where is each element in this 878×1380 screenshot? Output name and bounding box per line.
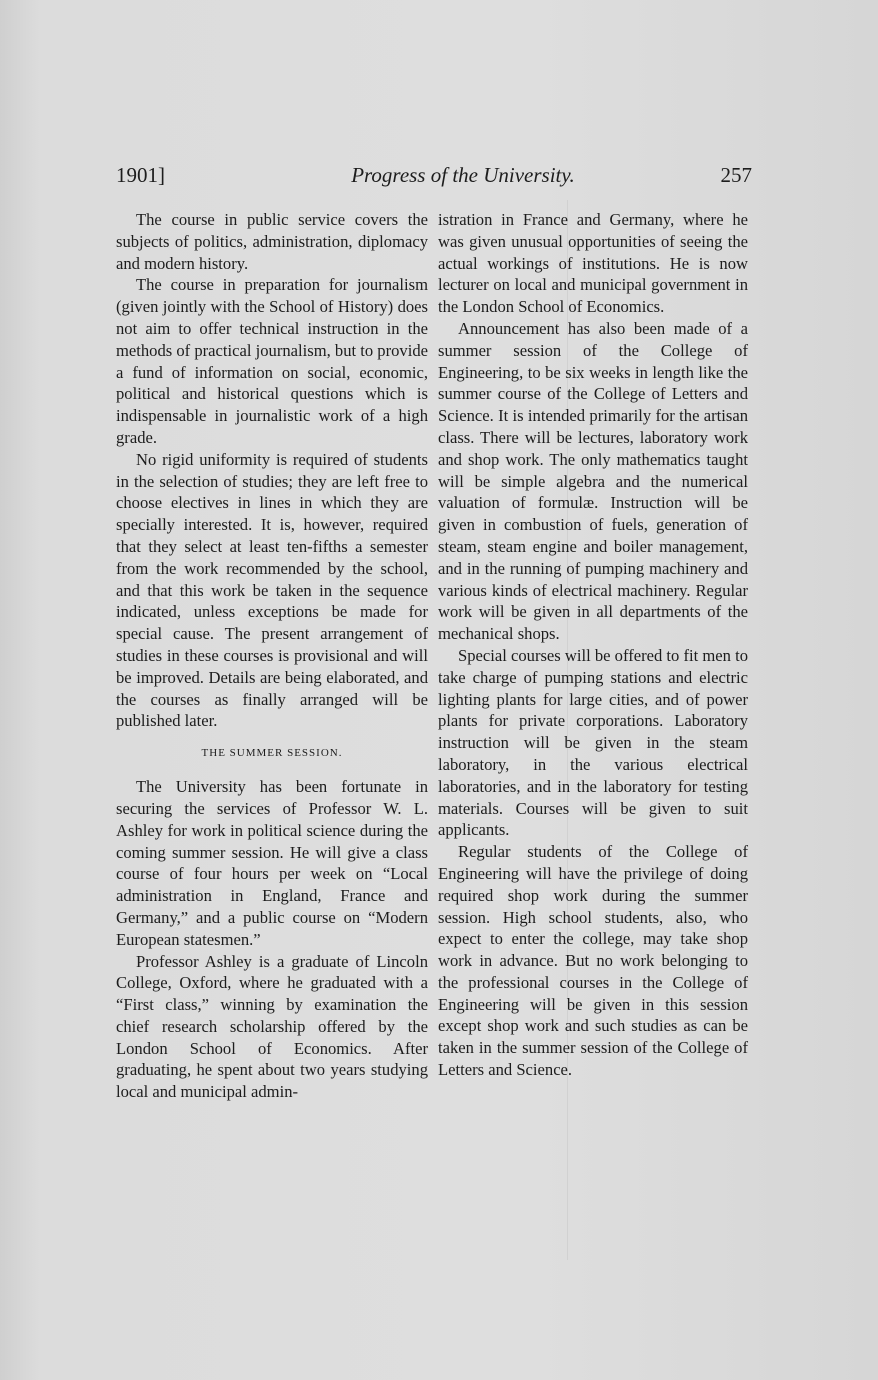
paragraph-continuation: istration in France and Germany, where he was given unusual opportunities of seeing the actual workings of institutions. He is now lecturer on local and municipal government in the London School of Economics. <box>438 210 748 317</box>
paragraph-ashley-graduate: Professor Ashley is a graduate of Lincoln College, Oxford, where he graduated with a “First class,” winning by examination the chief research scholarship offered by the London School of Economics. After graduating, he spent about two years studying local and municipal admin- <box>116 951 428 1102</box>
paragraph-public-service: The course in public service covers the subjects of politics, administration, diplomacy and modern history. <box>116 210 428 273</box>
paragraph-uniformity: No rigid uniformity is required of students in the selection of studies; they are left free to choose electives in lines in which they are specially interested. It is, however, required that they select at least ten-fifths a semester from the work recommended by the school, and that this work be taken in the sequence indicated, unless exceptions be made for special cause. The present arrangement of studies in these courses is provisional and will be improved. Details are being elaborated, and the courses as finally arranged will be published later. <box>116 449 428 731</box>
header-title: Progress of the University. <box>351 163 575 187</box>
paragraph-journalism: The course in preparation for journalism (given jointly with the School of History) does not aim to offer technical instruction in the methods of practical journalism, but to provide a fund of information on social, economic, political and historical questions which is indispensable in journalistic work of a high grade. <box>116 275 428 447</box>
section-heading: THE SUMMER SESSION. <box>201 747 343 760</box>
right-column <box>438 209 748 1081</box>
left-column <box>116 209 428 1103</box>
paragraph-regular-students: Regular students of the College of Engineering will have the privilege of doing required shop work during the summer session. High school students, also, who expect to enter the college, may take shop work in advance. But no work belonging to the professional courses in the College of Engineering will be given in this session except shop work and such studies as can be taken in the summer session of the College of Letters and Science. <box>438 842 748 1080</box>
running-header <box>114 158 752 192</box>
paragraph-ashley-services: The University has been fortunate in securing the services of Professor W. L. Ashley for work in political science during the coming summer session. He will give a class course of four hours per week on “Local administration in England, France and Germany,” and a public course on “Modern European statesmen.” <box>116 777 428 949</box>
page-number: 257 <box>720 163 752 187</box>
header-year: 1901] <box>116 163 165 187</box>
paragraph-engineering-session: Announcement has also been made of a summer session of the College of Engineering, to be six weeks in length like the summer course of the College of Letters and Science. It is intended primarily for the artisan class. There will be lectures, laboratory work and shop work. The only mathematics taught will be simple algebra and the numerical valuation of formulæ. Instruction will be given in combustion of fuels, generation of steam, steam engine and boiler management, and in the running of pumping machinery and various kinds of electrical machinery. Regular work will be given in all departments of the mechanical shops. <box>438 318 748 644</box>
paragraph-special-courses: Special courses will be offered to fit men to take charge of pumping stations and electric lighting plants for large cities, and of power plants for private corporations. Laboratory instruction will be given in the steam laboratory, in the various electrical laboratories, and in the laboratory for testing materials. Courses will be given to suit applicants. <box>438 645 749 840</box>
